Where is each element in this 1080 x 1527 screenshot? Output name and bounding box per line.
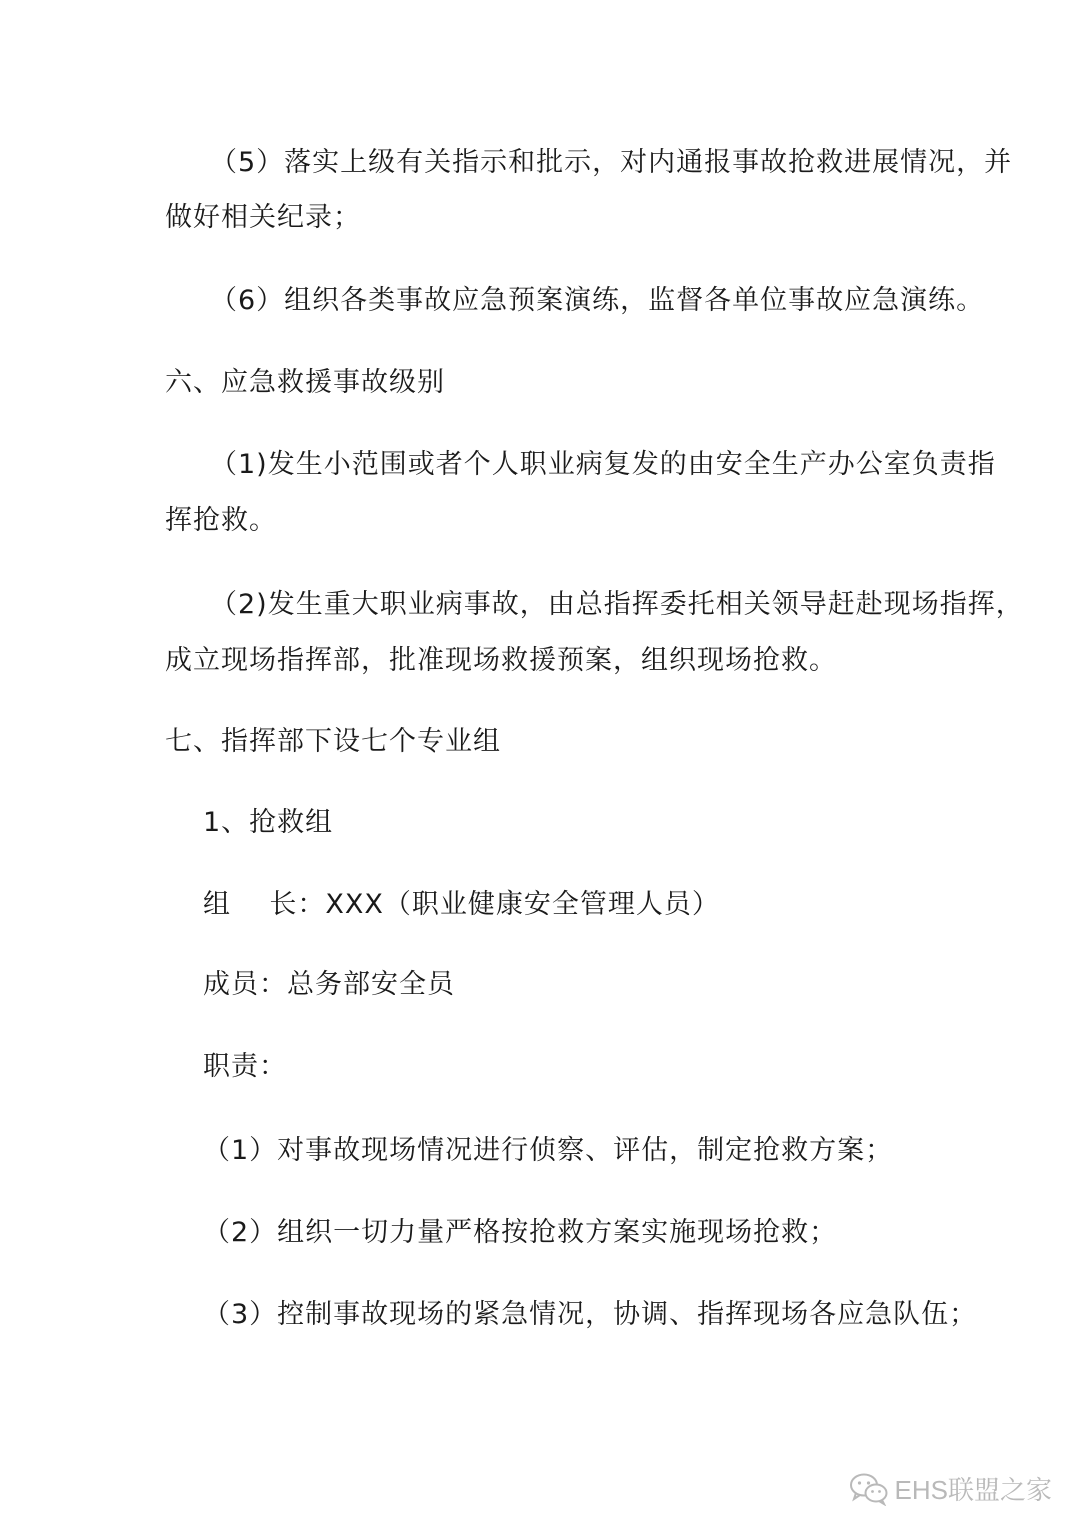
heading-section-7: 七、指挥部下设七个专业组 — [165, 726, 501, 757]
level-1-line-1: （1)发生小范围或者个人职业病复发的由安全生产办公室负责指 — [210, 449, 996, 480]
heading-section-6: 六、应急救援事故级别 — [165, 367, 445, 398]
duty-3: （3）控制事故现场的紧急情况，协调、指挥现场各应急队伍； — [203, 1299, 978, 1330]
watermark-text: EHS联盟之家 — [894, 1475, 1052, 1505]
duty-2: （2）组织一切力量严格按抢救方案实施现场抢救； — [203, 1217, 838, 1248]
wechat-icon — [849, 1472, 889, 1506]
watermark — [849, 1470, 1052, 1507]
duties-label: 职责： — [203, 1051, 287, 1082]
paragraph-5-line-2: 做好相关纪录； — [165, 202, 361, 233]
group-leader: 组 长：XXX（职业健康安全管理人员） — [203, 889, 720, 920]
paragraph-6: （6）组织各类事故应急预案演练，监督各单位事故应急演练。 — [210, 285, 985, 316]
level-2-line-2: 成立现场指挥部，批准现场救援预案，组织现场抢救。 — [165, 645, 837, 676]
level-2-line-1: （2)发生重大职业病事故，由总指挥委托相关领导赶赴现场指挥， — [210, 589, 1024, 620]
group-members: 成员：总务部安全员 — [203, 969, 455, 1000]
paragraph-5-line-1: （5）落实上级有关指示和批示，对内通报事故抢救进展情况，并 — [210, 147, 1013, 178]
level-1-line-2: 挥抢救。 — [165, 505, 277, 536]
duty-1: （1）对事故现场情况进行侦察、评估，制定抢救方案； — [203, 1135, 894, 1166]
subheading-rescue-group: 1、抢救组 — [203, 807, 334, 838]
